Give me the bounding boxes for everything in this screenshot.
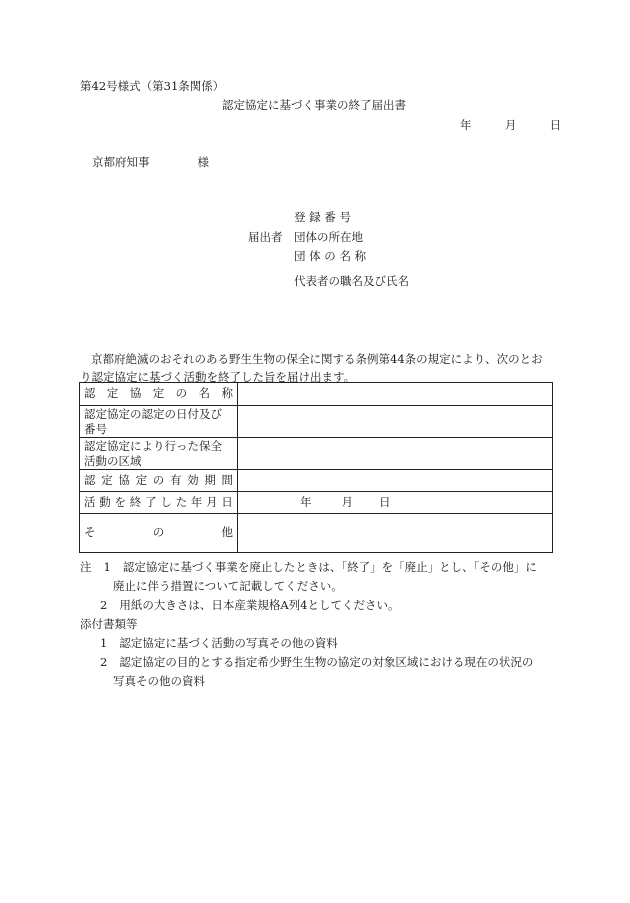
note-number: 2 bbox=[100, 598, 108, 612]
form-number: 第42号様式（第31条関係） bbox=[80, 79, 225, 93]
attachment-text: 認定協定に基づく活動の写真その他の資料 bbox=[119, 636, 338, 650]
row-label-end-date: 活 動 を 終 了 し た 年 月 日 bbox=[80, 492, 238, 514]
row-label-agreement-name bbox=[80, 383, 238, 406]
table-row bbox=[80, 406, 553, 438]
table-row bbox=[80, 492, 553, 514]
attachment-number: 2 bbox=[100, 655, 108, 669]
note-number: 1 bbox=[103, 560, 111, 574]
registration-number-label: 登 録 番 号 bbox=[294, 210, 351, 224]
attachment-item-2 bbox=[80, 653, 560, 672]
row-label-activity-area: 認定協定により行った保全活動の区域 bbox=[84, 438, 222, 468]
date-month-label: 月 bbox=[504, 118, 517, 132]
notification-table bbox=[79, 382, 553, 553]
document-title: 認定協定に基づく事業の終了届出書 bbox=[222, 98, 406, 112]
applicant-label: 届出者 bbox=[248, 230, 283, 244]
address-label: 団体の所在地 bbox=[294, 230, 363, 244]
certification-date-field[interactable] bbox=[238, 406, 553, 438]
end-date-field[interactable] bbox=[238, 492, 553, 514]
note-item-1-continued: 廃止に伴う措置について記載してください。 bbox=[113, 579, 343, 593]
declaration-text: 京都府絶滅のおそれのある野生生物の保全に関する条例第44条の規定により、次のとおり認定協定に基づく活動を終了した旨を届け出ます。 bbox=[80, 352, 543, 384]
end-date-month: 月 bbox=[341, 494, 353, 509]
table-row bbox=[80, 383, 553, 406]
attachment-item-2-continued: 写真その他の資料 bbox=[113, 674, 205, 688]
representative-label: 代表者の職名及び氏名 bbox=[294, 274, 409, 288]
row-label-certification-date: 認定協定の認定の日付及び番号 bbox=[84, 406, 222, 436]
notes-section bbox=[80, 558, 560, 691]
date-year-label: 年 bbox=[460, 118, 472, 132]
group-name-label: 団 体 の 名 称 bbox=[294, 249, 367, 263]
addressee-name: 京都府知事 bbox=[92, 155, 150, 169]
addressee bbox=[92, 157, 209, 169]
spread-label: 認 定 協 定 の 名 称 bbox=[84, 386, 233, 401]
table-row bbox=[80, 438, 553, 470]
addressee-honorific: 様 bbox=[197, 155, 209, 169]
table-row bbox=[80, 514, 553, 553]
date-day-label: 日 bbox=[549, 118, 562, 132]
note-text: 用紙の大きさは、日本産業規格A列4としてください。 bbox=[119, 598, 400, 612]
attachment-number: 1 bbox=[100, 636, 108, 650]
attachment-text: 認定協定の目的とする指定希少野生生物の協定の対象区域における現在の状況の bbox=[119, 655, 534, 669]
attachments-heading: 添付書類等 bbox=[80, 617, 138, 631]
end-date-day: 日 bbox=[379, 494, 391, 509]
other-field[interactable] bbox=[238, 514, 553, 553]
row-label-other: そ の 他 bbox=[80, 514, 238, 553]
notes-heading: 注 bbox=[80, 560, 92, 574]
note-text: 認定協定に基づく事業を廃止したときは、「終了」を「廃止」とし、「その他」に bbox=[122, 560, 537, 574]
row-label-validity-period: 認 定 協 定 の 有 効 期 間 bbox=[80, 470, 238, 492]
validity-period-field[interactable] bbox=[238, 470, 553, 492]
activity-area-field[interactable] bbox=[238, 438, 553, 470]
agreement-name-field[interactable] bbox=[238, 383, 553, 406]
note-item-1 bbox=[80, 558, 560, 577]
end-date-year: 年 bbox=[300, 494, 312, 509]
table-row bbox=[80, 470, 553, 492]
attachment-item-1 bbox=[80, 634, 560, 653]
note-item-2 bbox=[80, 596, 560, 615]
submission-date bbox=[460, 120, 561, 132]
